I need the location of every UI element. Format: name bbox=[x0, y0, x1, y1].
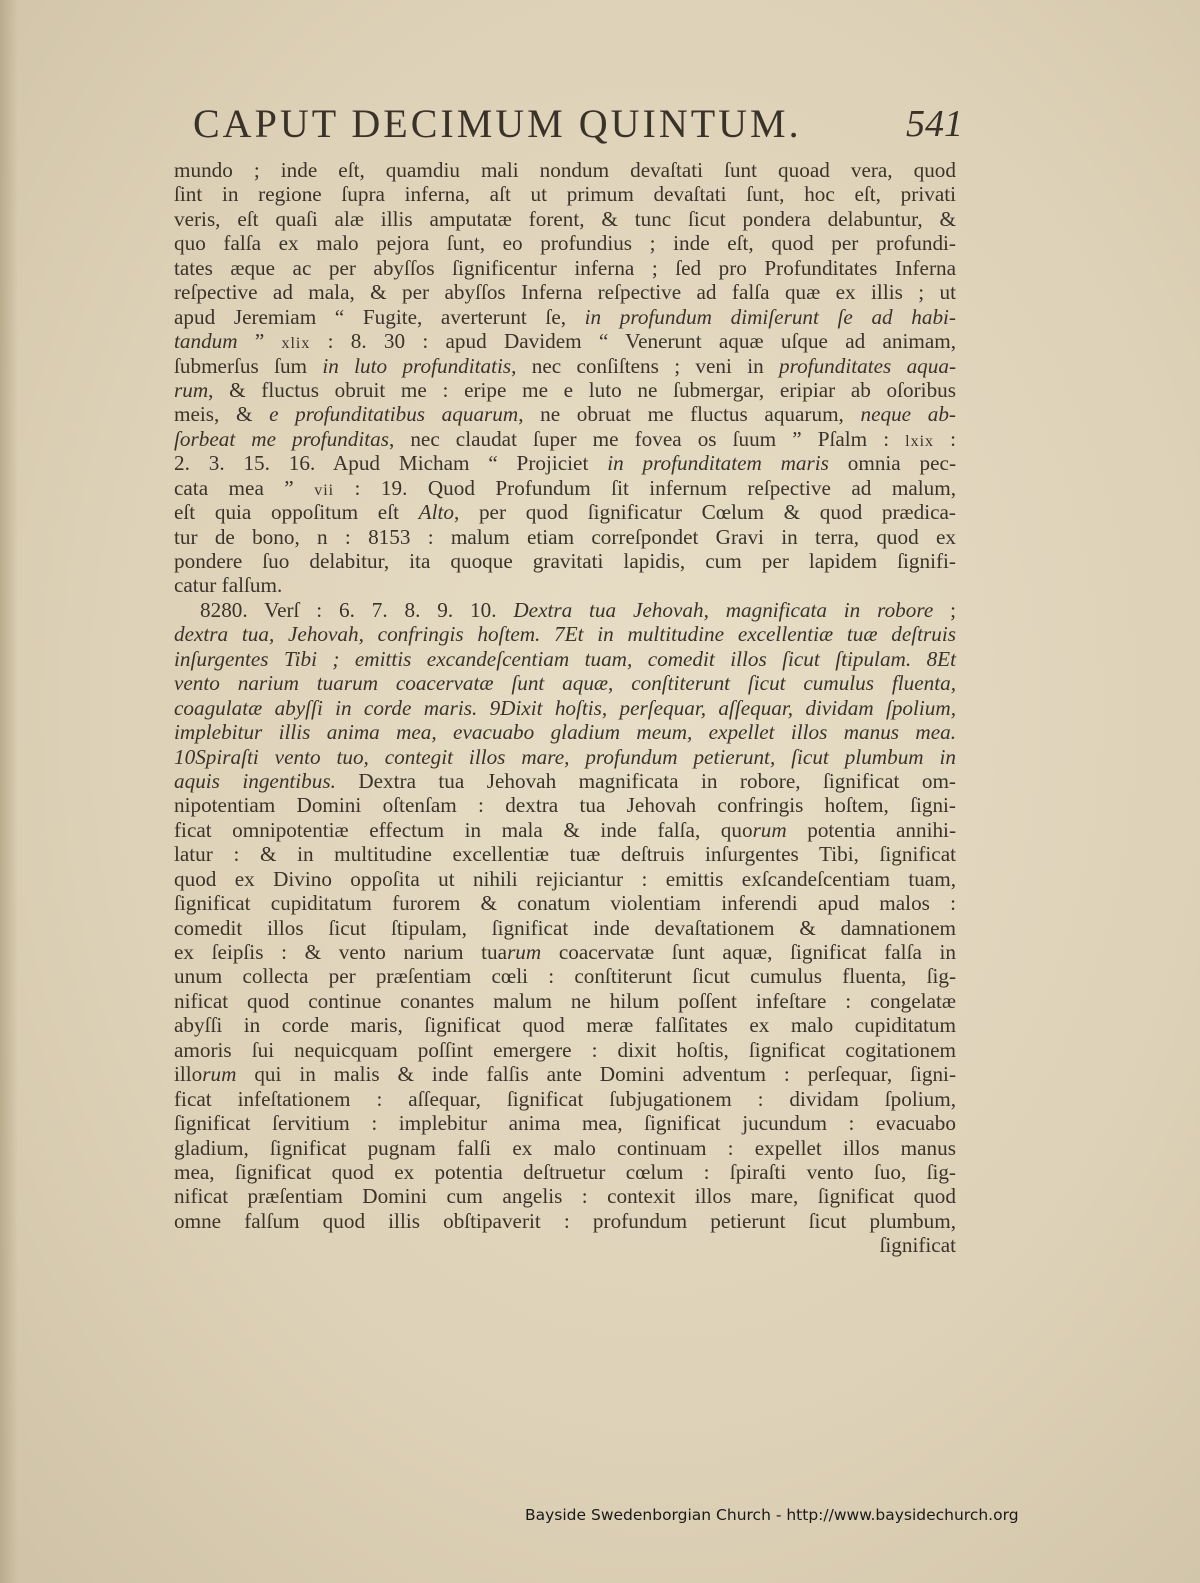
text-line: veris, eſt quaſi alæ illis amputatæ forent, & tunc ſicut pondera delabuntur, & bbox=[174, 206, 956, 231]
text-line: apud Jeremiam “ Fugite, averterunt ſe, in profundum dimiſerunt ſe ad habi- bbox=[174, 304, 956, 329]
text-line: 2. 3. 15. 16. Apud Micham “ Projiciet in profunditatem maris omnia pec- bbox=[174, 451, 957, 476]
text-line: nificat quod continue conantes malum ne hilum poſſent infeſtare : congelatæ bbox=[174, 988, 956, 1013]
body-text bbox=[174, 158, 956, 1258]
text-line: nificat præſentiam Domini cum angelis : contexit illos mare, ſignificat quod bbox=[174, 1184, 956, 1209]
text-line: amoris ſui nequicquam poſſint emergere : dixit hoſtis, ſignificat cogitationem bbox=[174, 1037, 956, 1062]
page-number: 541 bbox=[906, 103, 963, 145]
text-line: ſint in regione ſupra inferna, aſt ut primum devaſtati ſunt, hoc eſt, privati bbox=[174, 182, 956, 207]
text-line: ficat infeſtationem : aſſequar, ſignificat ſubjugationem : dividam ſpolium, bbox=[174, 1086, 956, 1111]
text-line: mundo ; inde eſt, quamdiu mali nondum devaſtati ſunt quoad vera, quod bbox=[174, 158, 956, 182]
text-line: mea, ſignificat quod ex potentia deſtruetur cœlum : ſpiraſti vento ſuo, ſig- bbox=[174, 1159, 956, 1184]
text-line: dextra tua, Jehovah, confringis hoſtem. 7Et in multitudine excellentiæ tuæ deſtruis bbox=[174, 622, 956, 647]
text-line: comedit illos ſicut ſtipulam, ſignificat inde devaſtationem & damnationem bbox=[174, 915, 956, 940]
text-line: omne falſum quod illis obſtipaverit : profundum petierunt ſicut plumbum, bbox=[174, 1208, 956, 1233]
text-line: vento narium tuarum coacervatæ ſunt aquæ, conſtiterunt ſicut cumulus fluenta, bbox=[174, 671, 956, 696]
text-line: abyſſi in corde maris, ſignificat quod meræ falſitates ex malo cupiditatum bbox=[174, 1013, 956, 1038]
text-line: catur falſum. bbox=[174, 573, 283, 598]
text-line: tur de bono, n : 8153 : malum etiam correſpondet Gravi in terra, quod ex bbox=[174, 524, 956, 549]
text-line: quo falſa ex malo pejora ſunt, eo profundius ; inde eſt, quod per profundi- bbox=[174, 231, 956, 256]
text-line: coagulatæ abyſſi in corde maris. 9Dixit hoſtis, perſequar, aſſequar, dividam ſpolium, bbox=[174, 695, 956, 720]
text-line: inſurgentes Tibi ; emittis excandeſcentiam tuam, comedit illos ſicut ſtipulam. 8Et bbox=[174, 646, 956, 671]
text-line: nipotentiam Domini oſtenſam : dextra tua Jehovah confringis hoſtem, ſigni- bbox=[174, 793, 956, 818]
text-line: ſignificat ſervitium : implebitur anima mea, ſignificat jucundum : evacuabo bbox=[174, 1111, 956, 1136]
chapter-title: CAPUT DECIMUM QUINTUM. bbox=[193, 101, 802, 146]
text-line: latur : & in multitudine excellentiæ tuæ deſtruis inſurgentes Tibi, ſignificat bbox=[174, 842, 956, 867]
text-line: quod ex Divino oppoſita ut nihili rejiciantur : emittis exſcandeſcentiam tuam, bbox=[174, 866, 956, 891]
text-line: ficat omnipotentiæ effectum in mala & inde falſa, quorum potentia annihi- bbox=[174, 817, 957, 842]
running-header bbox=[183, 100, 963, 160]
text-line: cata mea ” vii : 19. Quod Profundum ſit infernum reſpective ad malum, bbox=[174, 475, 957, 500]
text-line: unum collecta per præſentiam cœli : conſtiterunt ſicut cumulus fluenta, ſig- bbox=[174, 964, 956, 989]
text-line: 10Spiraſti vento tuo, contegit illos mare, profundum petierunt, ſicut plumbum in bbox=[174, 744, 956, 769]
text-line: rum, & fluctus obruit me : eripe me e luto ne ſubmergar, eripiar ab oſoribus bbox=[174, 377, 956, 402]
text-line: illorum qui in malis & inde falſis ante Domini adventum : perſequar, ſigni- bbox=[174, 1062, 956, 1087]
text-line: eſt quia oppoſitum eſt Alto, per quod ſignificatur Cœlum & quod prædica- bbox=[174, 500, 956, 525]
text-line: ſorbeat me profunditas, nec claudat ſuper me fovea os ſuum ” Pſalm : lxix : bbox=[174, 426, 956, 451]
text-line: 8280. Verſ : 6. 7. 8. 9. 10. Dextra tua Jehovah, magnificata in robore ; bbox=[200, 597, 956, 622]
text-line: tandum ” xlix : 8. 30 : apud Davidem “ Venerunt aquæ uſque ad animam, bbox=[174, 329, 956, 354]
text-line: implebitur illis anima mea, evacuabo gladium meum, expellet illos manus mea. bbox=[174, 720, 956, 745]
text-line: reſpective ad mala, & per abyſſos Inferna reſpective ad falſa quæ ex illis ; ut bbox=[174, 280, 956, 305]
text-line: meis, & e profunditatibus aquarum, ne obruat me fluctus aquarum, neque ab- bbox=[174, 402, 956, 427]
footer-credit: Bayside Swedenborgian Church - http://www.baysidechurch.org bbox=[525, 1506, 1019, 1524]
text-line: ſubmerſus ſum in luto profunditatis, nec conſiſtens ; veni in profunditates aqua- bbox=[174, 353, 957, 378]
text-line: gladium, ſignificat pugnam falſi ex malo continuam : expellet illos manus bbox=[174, 1135, 956, 1160]
text-line: tates æque ac per abyſſos ſignificentur inferna ; ſed pro Profunditates Inferna bbox=[174, 255, 956, 280]
text-line: aquis ingentibus. Dextra tua Jehovah magnificata in robore, ſignificat om- bbox=[174, 768, 956, 793]
text-line: pondere ſuo delabitur, ita quoque gravitati lapidis, cum per lapidem ſignifi- bbox=[174, 549, 956, 573]
text-line: ex ſeipſis : & vento narium tuarum coacervatæ ſunt aquæ, ſignificat falſa in bbox=[174, 940, 956, 964]
text-line: ſignificat bbox=[879, 1233, 956, 1258]
text-line: ſignificat cupiditatum furorem & conatum violentiam inferendi apud malos : bbox=[174, 891, 956, 916]
